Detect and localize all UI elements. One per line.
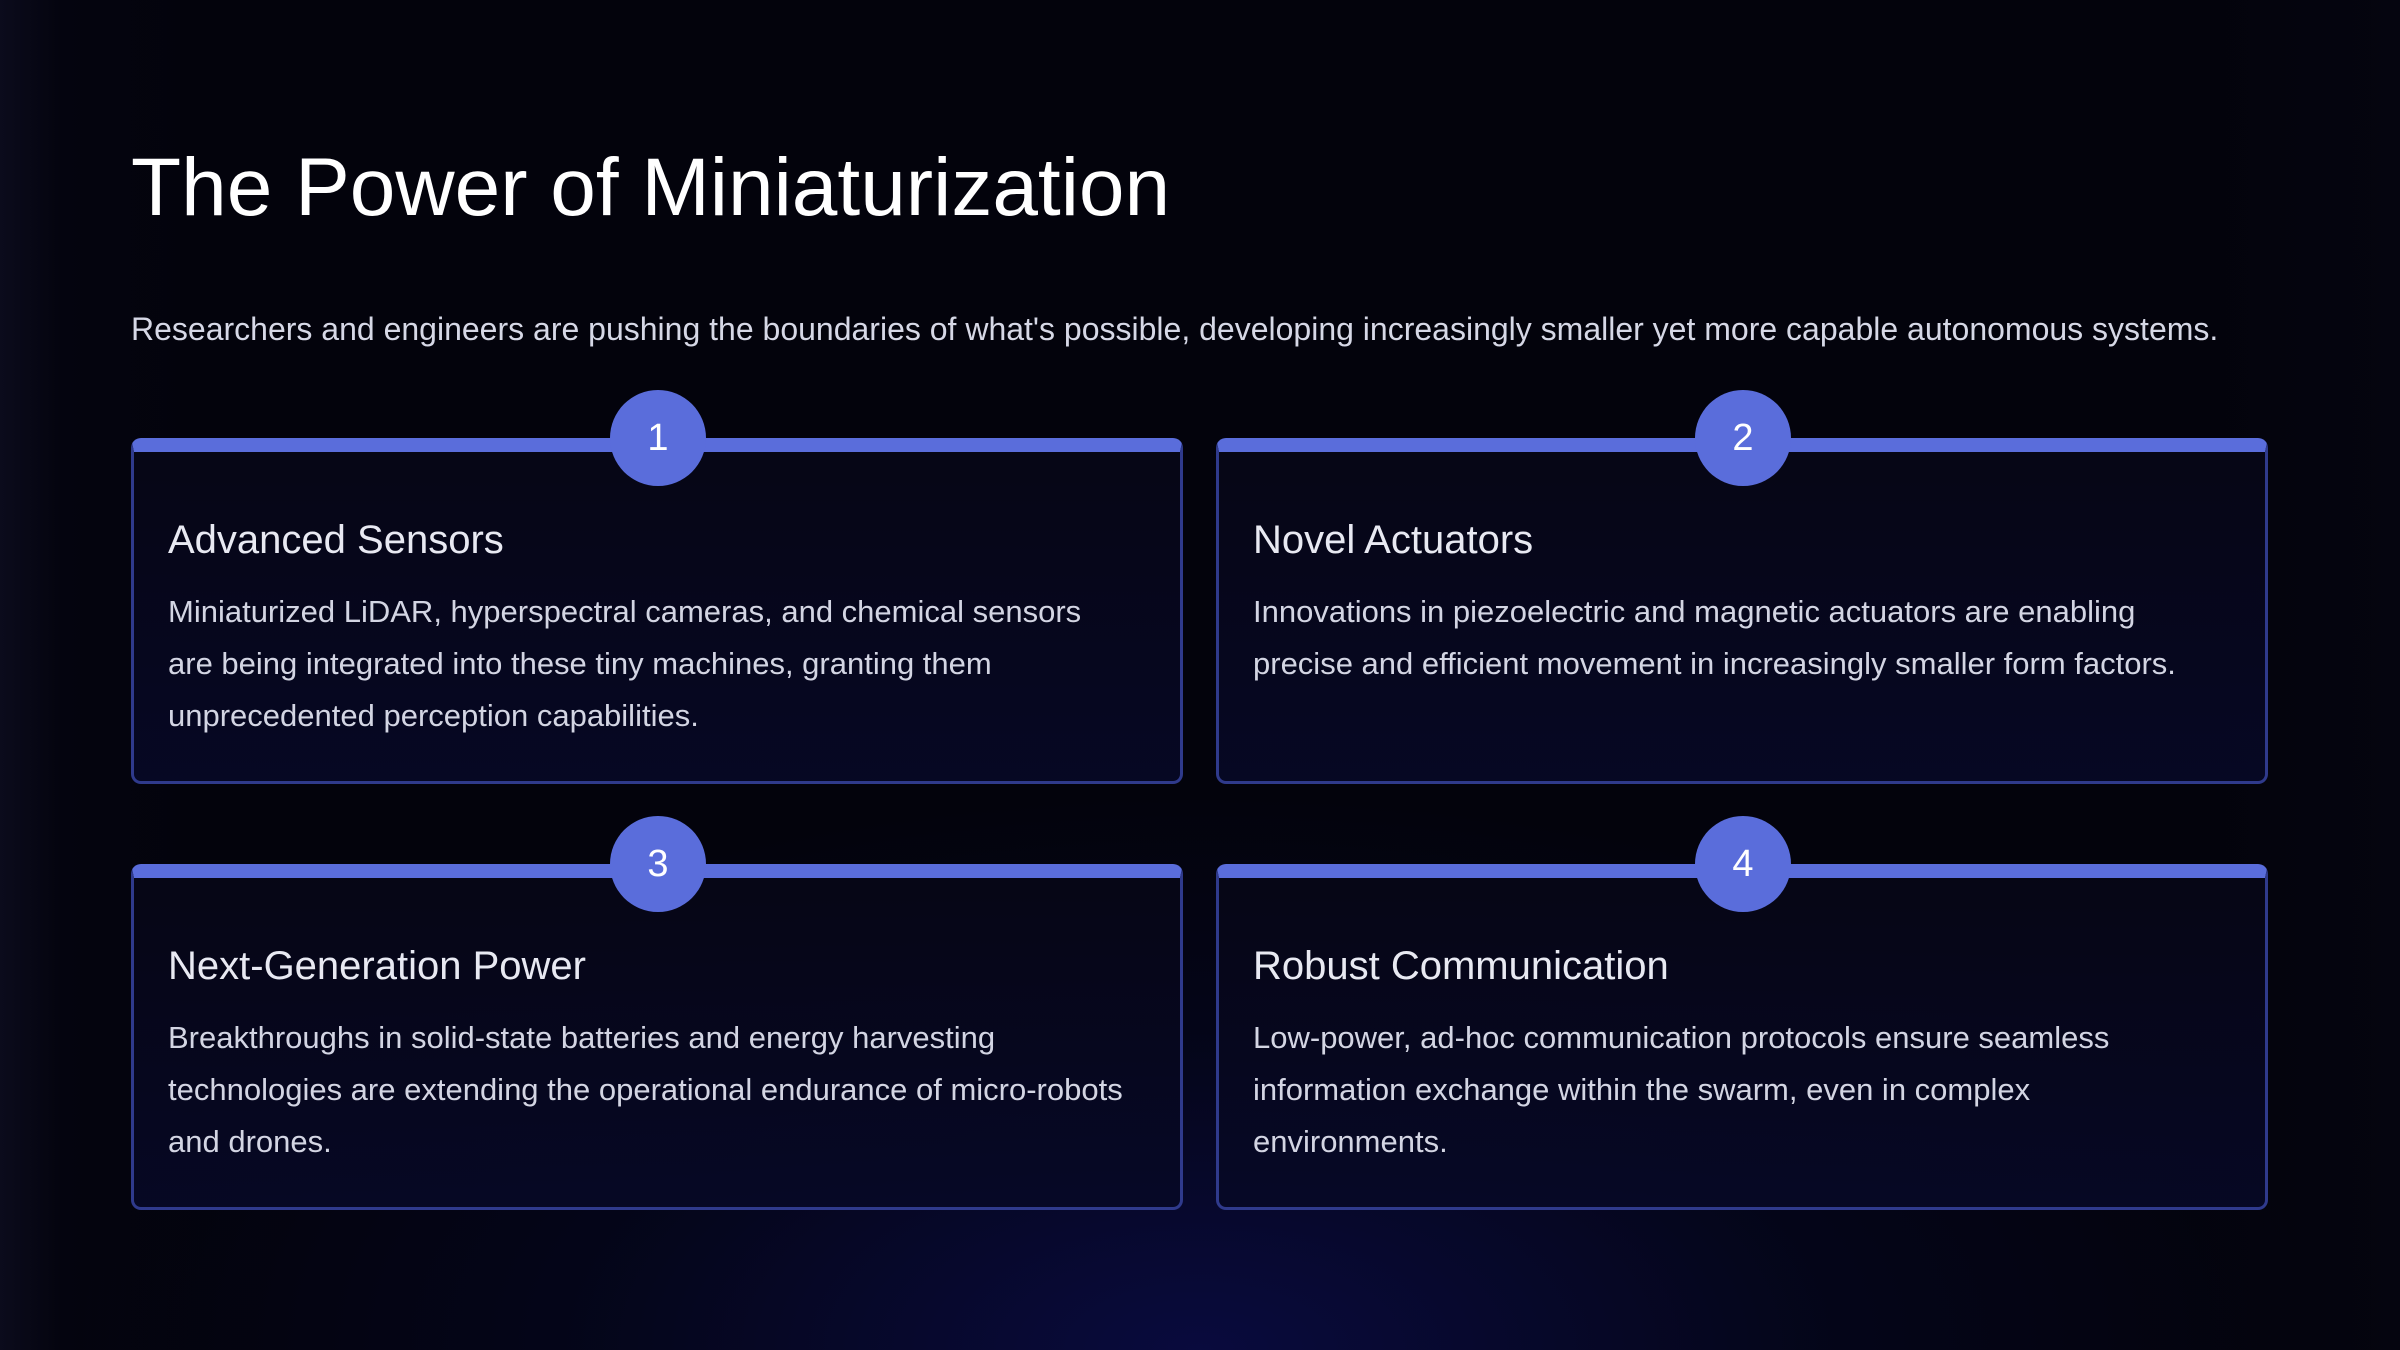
feature-card-robust-communication: [1216, 843, 2268, 1210]
card-number-badge: 2: [1695, 390, 1791, 486]
card-title: Advanced Sensors: [168, 518, 504, 562]
feature-card-next-generation-power: [131, 843, 1183, 1210]
card-title: Robust Communication: [1253, 944, 1669, 988]
slide-subtitle: Researchers and engineers are pushing the boundaries of what's possible, developing increasingly smaller yet more capable autonomous systems.: [131, 311, 2219, 347]
card-description: Miniaturized LiDAR, hyperspectral cameras, and chemical sensors are being integrated into these tiny machines, granting them unprecedented perception capabilities.: [168, 594, 1082, 733]
card-number-badge: 3: [610, 816, 706, 912]
feature-card-novel-actuators: [1216, 417, 2268, 784]
card-description: Low-power, ad-hoc communication protocols ensure seamless information exchange within the swarm, even in complex environments.: [1253, 1020, 2110, 1159]
card-title: Novel Actuators: [1253, 518, 1534, 562]
slide-title: The Power of Miniaturization: [131, 142, 1171, 233]
card-number-badge: 1: [610, 390, 706, 486]
card-number-badge: 4: [1695, 816, 1791, 912]
card-description: Breakthroughs in solid-state batteries and energy harvesting technologies are extending the operational endurance of micro-robots and drones.: [168, 1020, 1123, 1159]
card-title: Next-Generation Power: [168, 944, 586, 988]
feature-card-advanced-sensors: [131, 417, 1183, 784]
card-description: Innovations in piezoelectric and magnetic actuators are enabling precise and efficient movement in increasingly smaller form factors.: [1253, 594, 2176, 681]
